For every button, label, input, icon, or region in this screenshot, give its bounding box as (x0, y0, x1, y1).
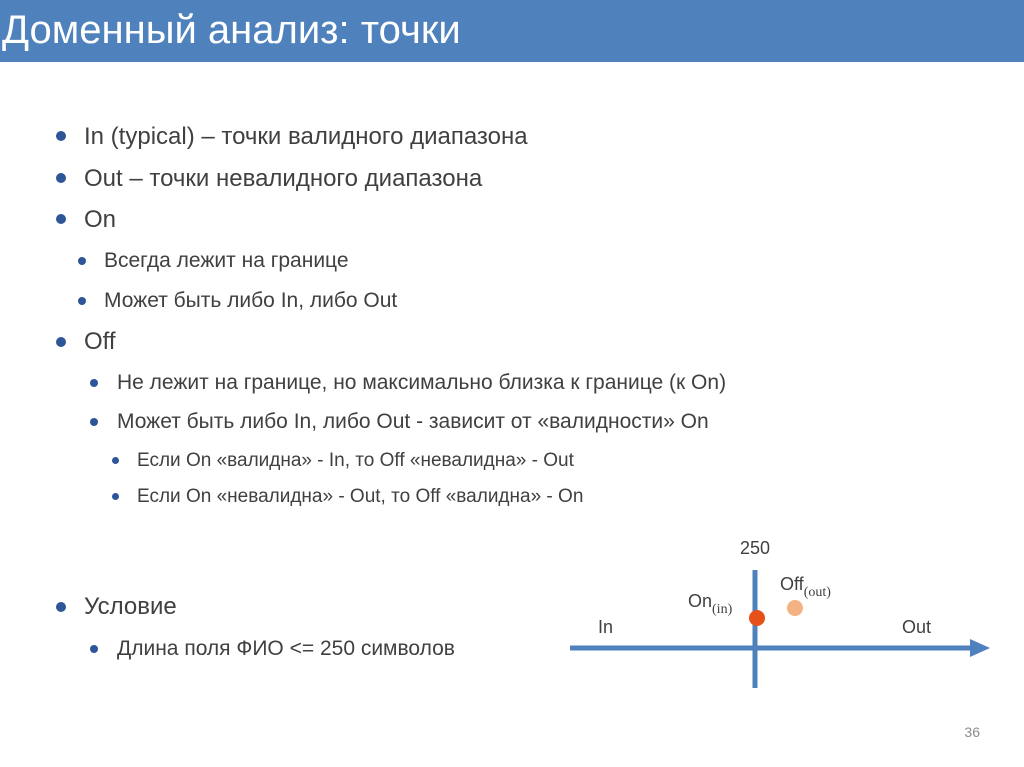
bullet-off: Off (84, 328, 116, 355)
boundary-label: 250 (740, 538, 771, 558)
bullet-on: On (84, 206, 117, 233)
on-point-label (688, 590, 732, 621)
slide-title: Доменный анализ: точки (2, 8, 461, 52)
bullet-off-sub2-a: Если On «валидна» - In, то Off «невалидна» - Out (137, 450, 574, 471)
axis-arrow-head-icon (970, 639, 990, 657)
on-point (749, 610, 765, 626)
bullet-off-sub2: Может быть либо In, либо Out - зависит от «валидности» On (117, 410, 709, 433)
bullet-in: In (typical) – точки валидного диапазона (84, 123, 528, 150)
off-label-sub: (out) (803, 585, 831, 600)
bullet-out: Out – точки невалидного диапазона (84, 165, 483, 192)
page-number: 36 (964, 724, 980, 740)
bullet-off-sub1: Не лежит на границе, но максимально близка к границе (к On) (117, 371, 727, 394)
bullet-on-sub1: Всегда лежит на границе (104, 249, 349, 272)
bullet-off-sub2-b: Если On «невалидна» - Out, то Off «валидна» - On (137, 486, 584, 507)
bullet-condition: Условие (84, 593, 177, 620)
on-label-main: On (688, 591, 713, 611)
off-point-label (780, 573, 831, 604)
off-label-main: Off (780, 574, 804, 594)
bullet-on-sub2: Может быть либо In, либо Out (104, 289, 398, 312)
out-label: Out (902, 617, 932, 637)
bullet-condition-sub: Длина поля ФИО <= 250 символов (117, 637, 455, 660)
on-label-sub: (in) (712, 602, 733, 617)
in-label: In (598, 617, 614, 637)
